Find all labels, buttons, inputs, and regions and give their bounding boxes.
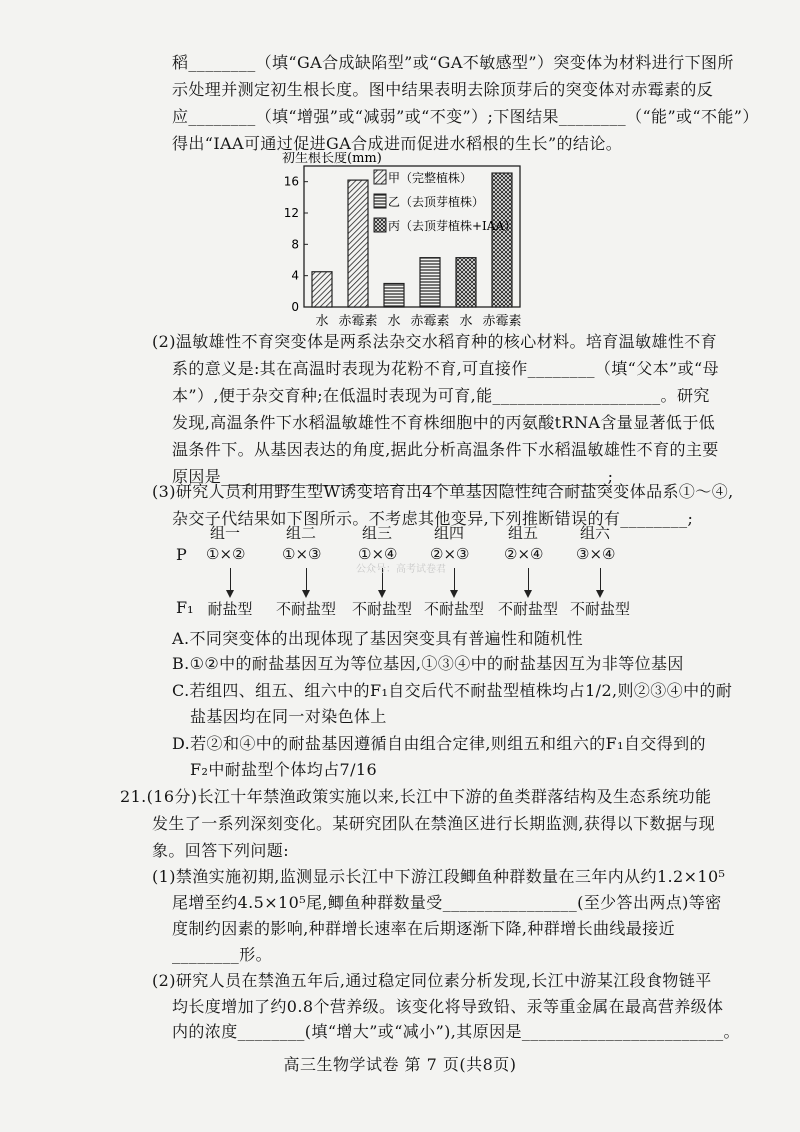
option-b: B.①②中的耐盐基因互为等位基因,①③④中的耐盐基因互为非等位基因 [172,654,684,673]
f1-phenotype: 不耐盐型 [570,600,631,618]
y-axis-label: 初生根长度(mm) [282,152,382,166]
group-label: 组三 [362,524,393,542]
question-text: 本”）,便于杂交育种;在低温时表现为可育,能____________________。研究 [172,386,710,405]
legend-swatch [374,194,386,208]
x-tick-label: 赤霉素 [410,314,450,329]
bar [420,258,440,307]
question-text: (3)研究人员利用野生型W诱变培育出4个单基因隐性纯合耐盐突变体品系①～④, [152,482,734,501]
question-text: 21.(16分)长江十年禁渔政策实施以来,长江中下游的鱼类群落结构及生态系统功能 [120,787,712,806]
option-d: F₂中耐盐型个体均占7/16 [190,760,378,779]
question-text: 应________（填“增强”或“减弱”或“不变”）;下图结果________（“能”或“不能”） [172,107,759,126]
f1-phenotype: 不耐盐型 [352,600,413,618]
cross-label: ②×③ [430,545,470,563]
question-text: (1)禁渔实施初期,监测显示长江中下游江段鲫鱼种群数量在三年内从约1.2×10⁵ [152,867,726,886]
arrow-icon [600,568,601,596]
page-footer: 高三生物学试卷 第 7 页(共8页) [283,1055,517,1074]
arrow-icon [306,568,307,596]
question-text: 度制约因素的影响,种群增长速率在后期逐渐下降,种群增长曲线最接近 [172,919,675,938]
x-tick-label: 水 [387,314,401,329]
y-tick-label: 16 [283,174,299,189]
question-text: (2)研究人员在禁渔五年后,通过稳定同位素分析发现,长江中游某江段食物链平 [152,971,712,990]
question-text: 稻________（填“GA合成缺陷型”或“GA不敏感型”）突变体为材料进行下图所 [172,53,734,72]
question-text: 发生了一系列深刻变化。某研究团队在禁渔区进行长期监测,获得以下数据与现 [152,814,716,833]
question-text: 发现,高温条件下水稻温敏雄性不育株细胞中的丙氨酸tRNA含量显著低于低 [172,413,716,432]
x-tick-label: 赤霉素 [338,314,378,329]
bar [312,272,332,307]
legend-swatch [374,170,386,184]
f1-phenotype: 不耐盐型 [424,600,485,618]
f1-phenotype: 耐盐型 [207,600,253,618]
group-label: 组四 [434,524,465,542]
option-c: 盐基因均在同一对染色体上 [190,707,387,726]
question-text: 内的浓度________(填“增大”或“减小”),其原因是________________________。 [172,1022,740,1041]
option-a: A.不同突变体的出现体现了基因突变具有普遍性和随机性 [172,629,584,648]
option-c: C.若组四、组五、组六中的F₁自交后代不耐盐型植株均占1/2,则②③④中的耐 [172,681,733,700]
y-tick-label: 12 [283,206,299,220]
legend-label: 甲（完整植株） [388,171,473,185]
plot-frame [304,166,520,307]
question-text: 均长度增加了约0.8个营养级。该变化将导致铅、汞等重金属在最高营养级体 [172,997,724,1016]
y-tick-label: 4 [291,268,299,283]
group-label: 组二 [286,524,317,542]
legend-label: 丙（去顶芽植株+IAA） [388,219,517,233]
question-text: 尾增至约4.5×10⁵尾,鲫鱼种群数量受________________(至少答出两点)等密 [172,893,722,912]
question-text: 得出“IAA可通过促进GA合成进而促进水稻根的生长”的结论。 [172,134,623,153]
group-label: 组一 [210,524,241,542]
f1-phenotype: 不耐盐型 [498,600,559,618]
question-text: 原因是______________________________________________; [172,467,614,486]
bar [384,284,404,308]
question-text: 象。回答下列问题: [152,841,289,860]
cross-label: ③×④ [576,545,616,563]
arrow-icon [528,568,529,596]
y-tick-label: 8 [291,237,299,252]
cross-label: ①×② [206,545,246,563]
x-tick-label: 水 [459,314,473,329]
question-text: 温条件下。从基因表达的角度,据此分析高温条件下水稻温敏雄性不育的主要 [172,440,719,459]
bar [492,173,512,307]
question-text: 系的意义是:其在高温时表现为花粉不育,可直接作________（填“父本”或“母 [172,359,720,378]
question-text: 示处理并测定初生根长度。图中结果表明去除顶芽后的突变体对赤霉素的反 [172,80,714,99]
option-d: D.若②和④中的耐盐基因遵循自由组合定律,则组五和组六的F₁自交得到的 [172,734,706,753]
group-label: 组五 [508,524,539,542]
cross-label: ①×③ [282,545,322,563]
question-text: 杂交子代结果如下图所示。不考虑其他变异,下列推断错误的有________; [172,509,694,528]
x-tick-label: 水 [315,314,329,329]
watermark: 公众号：高考试卷君 [356,564,446,575]
legend-swatch [374,218,386,232]
f1-generation-label: F₁ [176,598,194,617]
y-tick-label: 0 [291,300,299,314]
question-text: (2)温敏雄性不育突变体是两系法杂交水稻育种的核心材料。培育温敏雄性不育 [152,332,718,351]
bar [348,180,368,307]
x-tick-label: 赤霉素 [482,314,522,329]
root-length-bar-chart [282,152,522,332]
parent-generation-label: P [176,545,187,564]
question-text: ________形。 [172,945,272,964]
cross-label: ①×④ [358,545,398,563]
arrow-icon [230,568,231,596]
cross-label: ②×④ [504,545,544,563]
legend-label: 乙（去顶芽植株） [388,195,485,209]
group-label: 组六 [580,524,611,542]
arrow-icon [454,568,455,596]
f1-phenotype: 不耐盐型 [276,600,337,618]
bar [456,258,476,307]
